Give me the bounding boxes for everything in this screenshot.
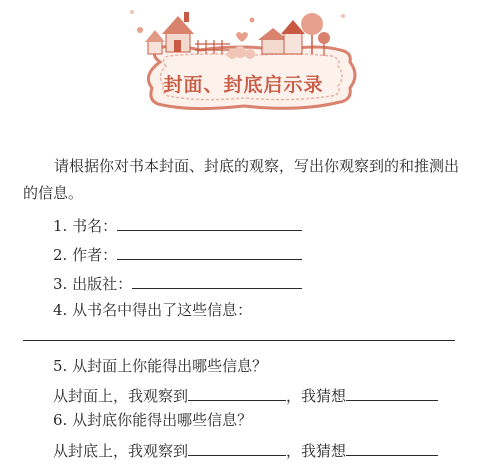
house-small-icon	[145, 30, 165, 54]
back-observe-row	[53, 439, 438, 461]
observe-answer-line[interactable]	[188, 384, 286, 401]
answer-line[interactable]	[132, 272, 302, 289]
cover-observe-row	[53, 384, 438, 406]
item-title-info	[53, 300, 252, 320]
item-back-question	[53, 410, 252, 430]
item-book-title	[53, 214, 302, 236]
page-title: 封面、封底启示录	[163, 74, 324, 96]
guess-answer-line[interactable]	[346, 439, 438, 456]
guess-label: ，我猜想	[286, 442, 347, 460]
house-right-icon	[258, 20, 305, 54]
heart-icon	[236, 32, 248, 42]
item-label: 4. 从书名中得出了这些信息：	[53, 301, 253, 319]
guess-answer-line[interactable]	[346, 384, 438, 401]
house-left-icon	[162, 12, 194, 52]
item-label: 3. 出版社：	[53, 275, 133, 293]
item-label: 5. 从封面上你能得出哪些信息？	[53, 357, 268, 375]
observe-label: 从封底上，我观察到	[53, 442, 189, 460]
answer-line[interactable]	[117, 243, 302, 260]
answer-line-full[interactable]	[23, 340, 455, 341]
item-label: 2. 作者：	[53, 246, 118, 264]
instruction-paragraph: 请根据你对书本封面、封底的观察，写出你观察到的和推测出的信息。	[23, 157, 460, 202]
observe-answer-line[interactable]	[188, 439, 286, 456]
item-label: 1. 书名：	[53, 217, 118, 235]
item-cover-question	[53, 356, 267, 376]
item-author	[53, 243, 302, 265]
guess-label: ，我猜想	[286, 387, 347, 405]
answer-line[interactable]	[117, 214, 302, 231]
observe-label: 从封面上，我观察到	[53, 387, 189, 405]
item-label: 6. 从封底你能得出哪些信息？	[53, 411, 253, 429]
item-publisher	[53, 272, 302, 294]
